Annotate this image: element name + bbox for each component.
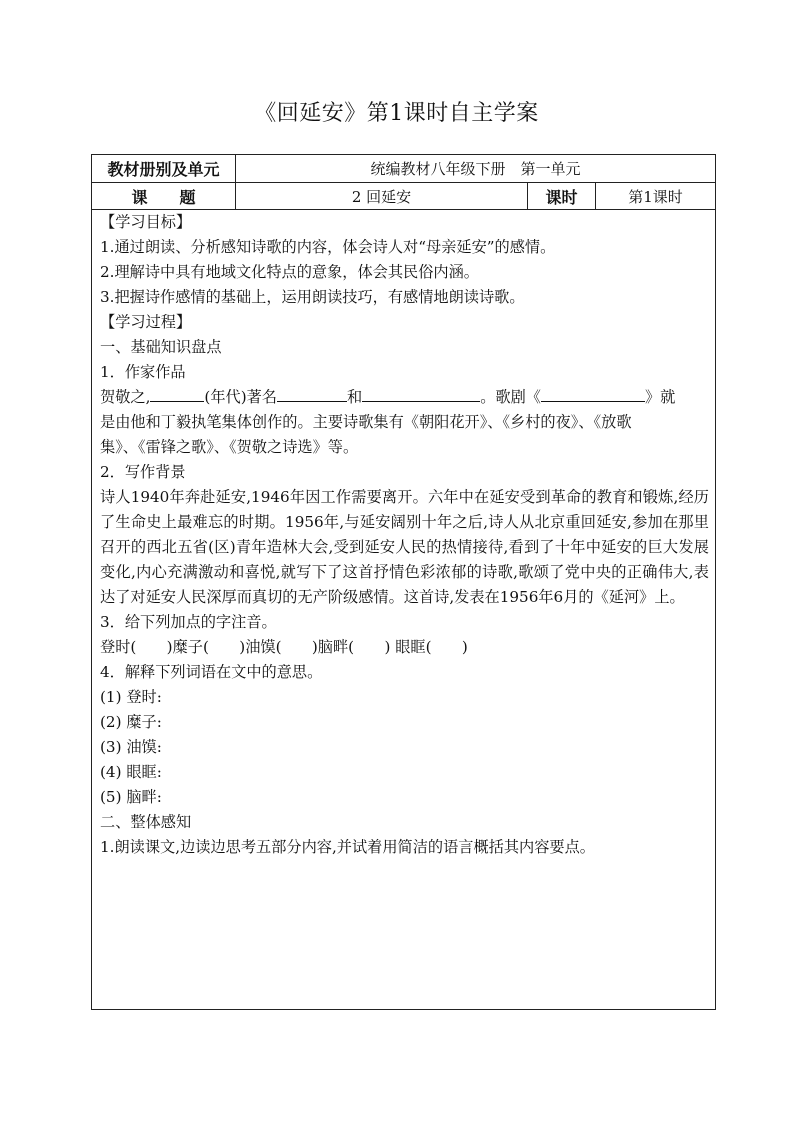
textbook-unit-label: 教材册别及单元 xyxy=(107,160,220,179)
background-text: 诗人1940年奔赴延安,1946年因工作需要离开。六年中在延安受到革命的教育和锻炼,经历了生命史上最难忘的时期。1956年,与延安阔别十年之后,诗人从北京重回延安,参加在那里召开的西北五省(区)青年造林大会,受到延安人民的热情接待,看到了十年中延安的巨大发展变化,内心充满激动和喜悦,就写下了这首抒情色彩浓郁的诗歌,歌颂了党中央的正确伟大,表达了对延安人民深厚而真切的无产阶级感情。这首诗,发表在1956年6月的《延河》上。 xyxy=(100,488,709,606)
lesson-hour-label: 课时 xyxy=(527,183,595,209)
textbook-unit-value: 统编教材八年级下册 第一单元 xyxy=(235,155,715,182)
process-heading: 【学习过程】 xyxy=(100,313,192,331)
goal-item: 3.把握诗作感情的基础上，运用朗读技巧，有感情地朗读诗歌。 xyxy=(100,288,525,306)
author-works-heading: 1．作家作品 xyxy=(100,363,186,381)
author-works-fill-line xyxy=(100,385,709,410)
meaning-item: (1) 登时: xyxy=(100,688,162,706)
page-title: 《回延安》第1课时自主学案 xyxy=(254,101,539,126)
background-heading: 2．写作背景 xyxy=(100,463,186,481)
goal-item: 2.理解诗中具有地域文化特点的意象，体会其民俗内涵。 xyxy=(100,263,479,281)
header-row-lesson xyxy=(92,183,715,210)
blank-line[interactable] xyxy=(277,385,347,402)
goal-item: 1.通过朗读、分析感知诗歌的内容，体会诗人对“母亲延安”的感情。 xyxy=(100,238,556,256)
meaning-item: (2) 糜子: xyxy=(100,713,162,731)
blank-line[interactable] xyxy=(541,385,645,402)
lesson-title-label: 课 题 xyxy=(131,187,196,207)
fill-text: 贺敬之, xyxy=(100,388,151,406)
meaning-item: (5) 脑畔: xyxy=(100,788,162,806)
pinyin-heading: 3．给下列加点的字注音。 xyxy=(100,613,277,631)
header-row-textbook xyxy=(92,155,715,183)
fill-text: 。歌剧《 xyxy=(480,388,541,406)
fill-text: 和 xyxy=(347,388,363,406)
fill-text: 》就 xyxy=(644,388,676,406)
meaning-item: (3) 油馍: xyxy=(100,738,162,756)
fill-text: (年代)著名 xyxy=(204,388,277,406)
part1-heading: 一、基础知识盘点 xyxy=(100,338,222,356)
lesson-hour-value: 第1课时 xyxy=(595,183,715,209)
worksheet-table xyxy=(91,154,716,1010)
worksheet-body xyxy=(92,210,715,1009)
author-works-text: 是由他和丁毅执笔集体创作的。主要诗歌集有《朝阳花开》、《乡村的夜》、《放歌 xyxy=(100,413,632,431)
meaning-heading: 4．解释下列词语在文中的意思。 xyxy=(100,663,323,681)
author-works-text: 集》、《雷锋之歌》、《贺敬之诗选》等。 xyxy=(100,438,359,456)
blank-line[interactable] xyxy=(362,385,480,402)
goals-heading: 【学习目标】 xyxy=(100,213,192,231)
part2-heading: 二、整体感知 xyxy=(100,813,192,831)
meaning-item: (4) 眼眶: xyxy=(100,763,162,781)
blank-line[interactable] xyxy=(150,385,204,402)
overall-task: 1.朗读课文,边读边思考五部分内容,并试着用简洁的语言概括其内容要点。 xyxy=(100,838,595,856)
lesson-title-value: 2 回延安 xyxy=(235,183,527,209)
pinyin-items: 登时( )糜子( )油馍( )脑畔( ) 眼眶( ) xyxy=(100,638,468,656)
